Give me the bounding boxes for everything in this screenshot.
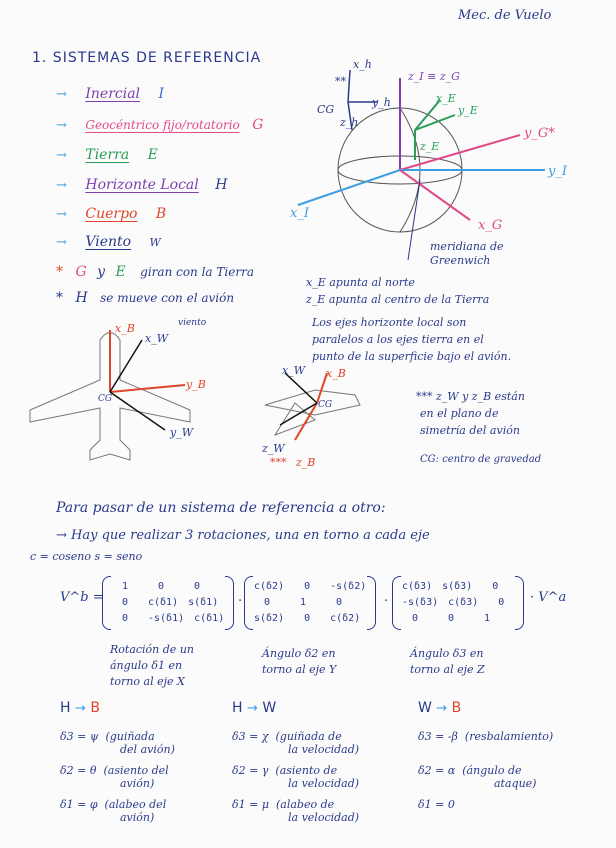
label-viento: viento [178,318,207,328]
system-letter: E [147,147,158,163]
system-name: Tierra [85,147,130,163]
footnote-2: en el plano de [420,407,499,420]
label-yE: y_E [458,104,478,117]
matrix-1: 1 0 0 0 c(δ1) s(δ1) 0 -s(δ1) c(δ1) [112,578,224,626]
label-side-xB: x_B [326,367,346,380]
column-h-b: H → B δ3 = ψ (guiñada del avión) δ2 = θ (asiento del avión) δ1 = φ (alabeo del avión) [60,700,175,824]
system-letter: H [215,177,228,193]
system-letter: B [155,206,167,222]
label-top-xW: x_W [145,332,169,345]
label-side-zB: z_B [296,456,316,469]
system-item [56,147,158,163]
system-item [56,177,227,193]
system-name: Cuerpo [85,206,138,222]
system-letter: I [158,86,165,102]
axis-side-xW [285,373,317,403]
expl-horizon-1: Los ejes horizonte local son [312,316,467,329]
label-side-zW: z_W [262,442,285,455]
label-yI: y_I [548,164,567,179]
transform-intro: Para pasar de un sistema de referencia a otro: [56,500,386,516]
label-xh: x_h [353,58,372,71]
note-rotate: * G y E giran con la Tierra [56,264,254,280]
column-w-b: W → B δ3 = -β (resbalamiento) δ2 = α (ángulo de ataque) δ1 = 0 [418,700,554,811]
label-side-cg: CG [318,400,333,410]
meridian-pointer [408,180,420,260]
footnote-3: simetría del avión [420,424,520,437]
label-stars: ** [335,75,346,88]
arrow-icon: → [56,235,67,250]
expl-zE: z_E apunta al centro de la Tierra [306,293,490,306]
label-yG: y_G* [524,126,555,141]
system-item [56,206,166,222]
axis-yW [110,392,165,430]
label-top-cg: CG [98,394,113,404]
system-item [56,234,161,250]
arrow-icon: → [56,178,67,193]
label-yh: y_h [372,96,391,109]
label-xG: x_G [478,218,503,233]
system-item [56,86,164,102]
label-zI: z_I ≡ z_G [408,70,460,83]
arrow-icon: → [56,118,67,133]
arrow-icon: → [56,87,67,102]
label-top-xB: x_B [115,322,135,335]
system-letter: G [252,117,264,133]
axis-xW [110,340,142,392]
dot-2: · [384,594,389,609]
axis-xh [348,70,350,102]
label-side-xW: x_W [282,364,306,377]
vector-lhs: V^b = [60,590,104,605]
column-h-w: H → W δ3 = χ (guiñada de la velocidad) δ2 = γ (asiento de la velocidad) δ1 = μ (alabeo de la velocidad) [232,700,360,824]
system-name: Viento [85,234,132,250]
matrix-2: c(δ2) 0 -s(δ2) 0 1 0 s(δ2) 0 c(δ2) [254,578,366,626]
transform-rotations: → Hay que realizar 3 rotaciones, una en torno a cada eje [56,528,430,543]
footnote-cg: CG: centro de gravedad [420,454,542,465]
label-xE: x_E [436,92,456,105]
label-zh: z_h [340,116,359,129]
expl-horizon-2: paralelos a los ejes tierra en el [312,333,484,346]
label-zE: z_E [420,140,440,153]
expl-xE: x_E apunta al norte [306,276,415,289]
footnote-1: *** z_W y z_B están [416,390,525,403]
section-title: 1. SISTEMAS DE REFERENCIA [32,50,262,66]
expl-horizon-3: punto de la superficie bajo el avión. [312,350,512,363]
system-letter: W [149,236,161,249]
label-xI: x_I [290,206,309,221]
label-side-stars: *** [270,456,287,469]
note-move: * H se mueve con el avión [56,290,235,306]
caption-3: Ángulo δ3 en torno al eje Z [410,647,485,676]
arrow-icon: → [56,207,67,222]
label-top-yW: y_W [170,426,194,439]
label-cg: CG [317,103,335,116]
system-name: Inercial [85,86,141,102]
arrow-icon: → [56,148,67,163]
caption-1: Rotación de un ángulo δ1 en torno al eje X [110,643,194,688]
dot-1: · [238,594,243,609]
axis-yB [110,385,185,392]
system-name: Horizonte Local [85,177,199,193]
axis-side-zB [295,403,317,440]
axis-xI [298,170,400,205]
caption-2: Ángulo δ2 en torno al eje Y [262,647,337,676]
meridian-label: meridiana de Greenwich [430,240,504,267]
plane-top-diagram [50,320,230,470]
transform-legend: c = coseno s = seno [30,550,143,563]
label-top-yB: y_B [186,378,206,391]
course-title: Mec. de Vuelo [458,8,552,23]
vector-rhs: · V^a [530,590,567,605]
matrix-3: c(δ3) s(δ3) 0 -s(δ3) c(δ3) 0 0 0 1 [402,578,514,626]
system-item [56,117,263,133]
system-name: Geocéntrico fijo/rotatorio [85,118,240,132]
